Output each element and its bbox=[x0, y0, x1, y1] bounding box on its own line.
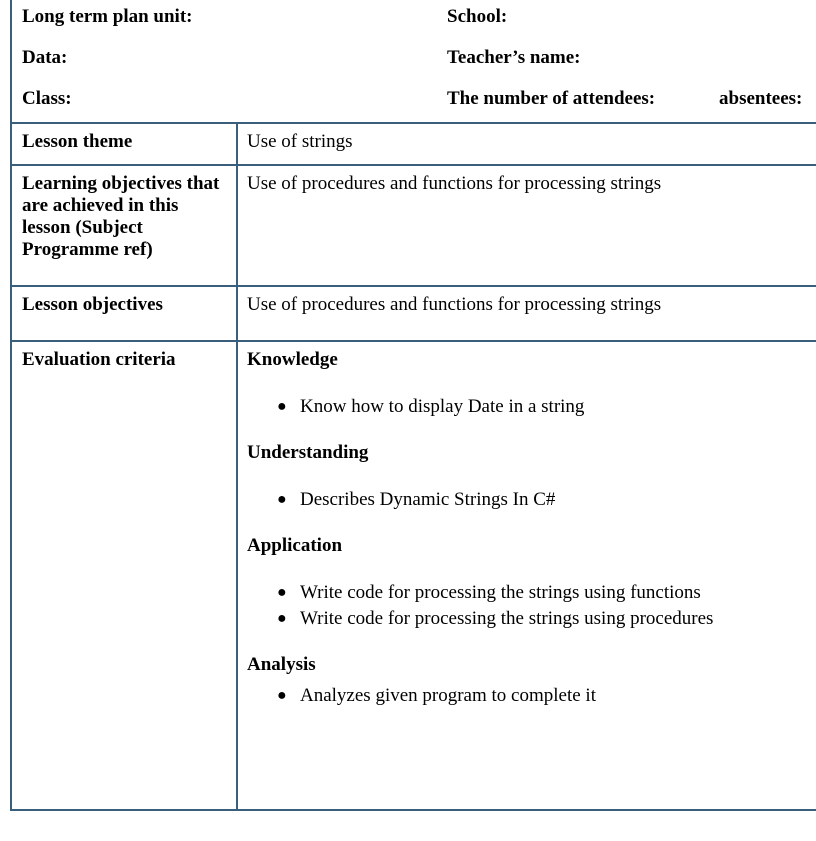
lesson-theme-value: Use of strings bbox=[237, 123, 816, 165]
list-item bbox=[277, 394, 810, 420]
analysis-heading: Analysis bbox=[247, 654, 316, 675]
lesson-objectives-row bbox=[11, 286, 816, 341]
knowledge-heading: Knowledge bbox=[247, 349, 338, 370]
lesson-objectives-value: Use of procedures and functions for processing strings bbox=[237, 286, 816, 341]
lesson-theme-label: Lesson theme bbox=[11, 123, 237, 165]
list-item bbox=[277, 487, 810, 513]
school-label: School: bbox=[447, 6, 508, 27]
lesson-plan-table bbox=[10, 0, 816, 811]
evaluation-criteria-row bbox=[11, 341, 816, 810]
absentees-label: absentees: bbox=[719, 88, 803, 109]
attendees-label: The number of attendees: bbox=[447, 88, 656, 109]
understanding-list bbox=[247, 487, 810, 513]
bullet-icon: ● bbox=[277, 491, 287, 508]
header-cell bbox=[11, 0, 816, 123]
analysis-item: Analyzes given program to complete it bbox=[300, 685, 596, 706]
teachers-name-label: Teacher’s name: bbox=[447, 47, 581, 68]
learning-objectives-label: Learning objectives that are achieved in this lesson (Subject Programme ref) bbox=[11, 165, 237, 286]
knowledge-list bbox=[247, 394, 810, 420]
understanding-heading: Understanding bbox=[247, 442, 369, 463]
application-heading: Application bbox=[247, 535, 343, 556]
data-label: Data: bbox=[22, 47, 68, 68]
long-term-plan-unit-label: Long term plan unit: bbox=[22, 6, 193, 27]
application-list bbox=[247, 580, 810, 632]
list-item bbox=[277, 580, 810, 606]
analysis-list bbox=[247, 683, 810, 709]
application-item: Write code for processing the strings using procedures bbox=[300, 608, 714, 629]
learning-objectives-value: Use of procedures and functions for processing strings bbox=[237, 165, 816, 286]
list-item bbox=[277, 683, 810, 709]
evaluation-criteria-label: Evaluation criteria bbox=[11, 341, 237, 810]
understanding-item: Describes Dynamic Strings In C# bbox=[300, 489, 556, 510]
list-item bbox=[277, 606, 810, 632]
learning-objectives-row bbox=[11, 165, 816, 286]
bullet-icon: ● bbox=[277, 398, 287, 415]
application-item: Write code for processing the strings using functions bbox=[300, 582, 701, 603]
header-row bbox=[11, 0, 816, 123]
lesson-objectives-label: Lesson objectives bbox=[11, 286, 237, 341]
bullet-icon: ● bbox=[277, 610, 287, 627]
knowledge-item: Know how to display Date in a string bbox=[300, 396, 585, 417]
evaluation-criteria-content bbox=[237, 341, 816, 810]
class-label: Class: bbox=[22, 88, 72, 109]
bullet-icon: ● bbox=[277, 584, 287, 601]
lesson-theme-row bbox=[11, 123, 816, 165]
bullet-icon: ● bbox=[277, 687, 287, 704]
